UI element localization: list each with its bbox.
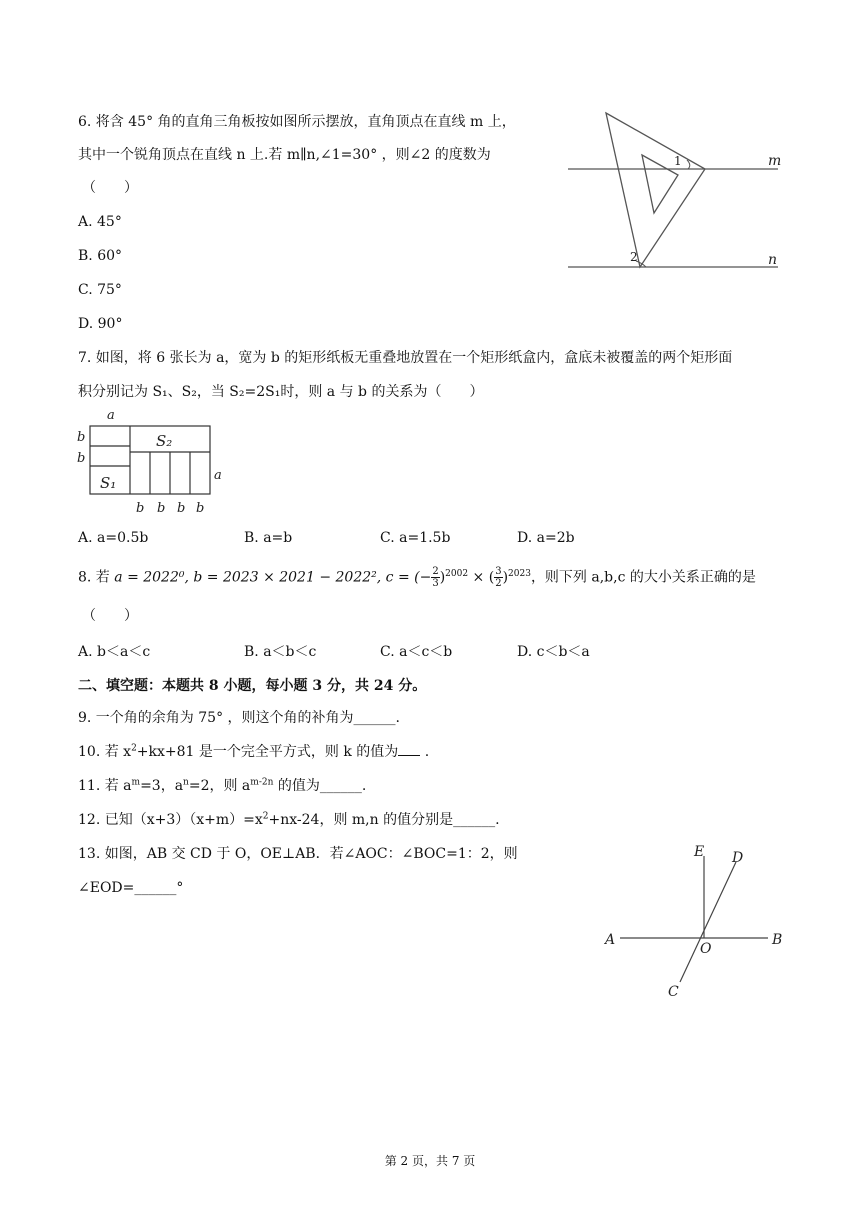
q7-option-c: C. a=1.5b bbox=[380, 530, 451, 546]
q7-label-a-top: a bbox=[107, 408, 115, 423]
q6-paren: （ ） bbox=[82, 180, 138, 196]
q8-prefix: 8. 若 bbox=[78, 569, 110, 586]
q13-label-A: A bbox=[605, 932, 616, 948]
q6-option-b: B. 60° bbox=[78, 248, 123, 264]
q7-label-a-right: a bbox=[214, 468, 222, 483]
q11-text: 11. 若 $a^m=3$，$a^n=2$，则 $a^{m-2n}$ 的值为______. bbox=[78, 777, 367, 794]
q6-option-c: C. 75° bbox=[78, 282, 122, 298]
q13-label-B: B bbox=[772, 932, 783, 948]
q12-text: 12. 已知$(x+3)(x+m)=x^2+nx-24$，则 m,n 的值分别是______. bbox=[78, 811, 500, 828]
q7-option-b: B. a=b bbox=[244, 530, 293, 546]
q8-suffix: ，则下列 a,b,c 的大小关系正确的是 bbox=[530, 569, 756, 586]
q6-label-m: m bbox=[768, 153, 782, 169]
q8-expr-a: a = 2022⁰, bbox=[114, 569, 189, 586]
q8-frac1: $\frac{2}{3}$ bbox=[432, 566, 439, 589]
q7-line2: 积分别记为 S₁、S₂，当 S₂=2S₁时，则 a 与 b 的关系为（ ） bbox=[78, 384, 484, 400]
q8-times: × bbox=[472, 569, 485, 586]
q9-text: 9. 一个角的余角为 75° ，则这个角的补角为______. bbox=[78, 710, 400, 726]
q8-expr-c-pre: c = (− bbox=[385, 569, 432, 586]
q7-bottom-label-2: b bbox=[157, 501, 166, 516]
q13-label-D: D bbox=[732, 850, 744, 866]
q13-figure bbox=[600, 840, 790, 1000]
q8-exp1: 2002 bbox=[445, 568, 469, 579]
page-footer: 第 2 页，共 7 页 bbox=[384, 1154, 476, 1168]
q13-label-E: E bbox=[694, 844, 705, 860]
q8-option-b: B. a＜b＜c bbox=[244, 644, 317, 660]
q8-expr-b: b = 2023 × 2021 − 2022², bbox=[193, 569, 382, 586]
q7-option-a: A. a=0.5b bbox=[78, 530, 149, 546]
q13-line2: ∠EOD=______° bbox=[78, 880, 184, 896]
q6-label-n: n bbox=[768, 252, 778, 268]
q7-bottom-label-3: b bbox=[177, 501, 186, 516]
q7-figure bbox=[74, 404, 234, 520]
q6-label-2: 2 bbox=[630, 250, 638, 264]
q13-label-C: C bbox=[668, 984, 679, 1000]
section2-heading: 二、填空题：本题共 8 小题，每小题 3 分，共 24 分。 bbox=[78, 678, 427, 694]
q7-label-b2: b bbox=[77, 451, 86, 466]
q7-bottom-label-4: b bbox=[196, 501, 205, 516]
q6-line1: 6. 将含 45° 角的直角三角板按如图所示摆放，直角顶点在直线 m 上， bbox=[78, 114, 516, 130]
q10-text: 10. 若 $x^2+kx+81$ 是一个完全平方式，则 k 的值为 . bbox=[78, 743, 430, 760]
q6-option-a: A. 45° bbox=[78, 214, 122, 230]
q7-label-S2: S₂ bbox=[156, 432, 173, 450]
q7-bottom-label-1: b bbox=[136, 501, 145, 516]
q8-option-a: A. b＜a＜c bbox=[78, 644, 151, 660]
q6-option-d: D. 90° bbox=[78, 316, 123, 332]
q7-line1: 7. 如图，将 6 张长为 a，宽为 b 的矩形纸板无重叠地放置在一个矩形纸盒内，盒底未被覆盖的两个矩形面 bbox=[78, 350, 733, 366]
q8-exp2: 2023 bbox=[508, 568, 531, 579]
q8-frac2: $\frac{3}{2}$ bbox=[495, 566, 502, 589]
q13-label-O: O bbox=[700, 941, 712, 957]
q7-label-S1: S₁ bbox=[100, 474, 117, 492]
q6-figure bbox=[560, 105, 790, 280]
q8-option-d: D. c＜b＜a bbox=[517, 644, 590, 660]
q7-label-b1: b bbox=[77, 430, 86, 445]
q6-label-1: 1 bbox=[674, 154, 682, 168]
q8-line1: 8. 若 a = 2022⁰, b = 2023 × 2021 − 2022², c = (− $\frac{2}{3}$ )$^{2002}$ × ( $\frac{3}{2}$ )$^{2023}$，则下列 a,b,c 的大小关系正确的是 bbox=[78, 566, 756, 589]
q13-line1: 13. 如图，AB 交 CD 于 O，OE⊥AB．若∠AOC：∠BOC=1：2，则 bbox=[78, 846, 518, 862]
q8-paren: （ ） bbox=[82, 608, 138, 624]
q7-option-d: D. a=2b bbox=[517, 530, 575, 546]
q6-line2: 其中一个锐角顶点在直线 n 上.若 m∥n,∠1=30° ，则∠2 的度数为 bbox=[78, 147, 491, 163]
q8-option-c: C. a＜c＜b bbox=[380, 644, 453, 660]
